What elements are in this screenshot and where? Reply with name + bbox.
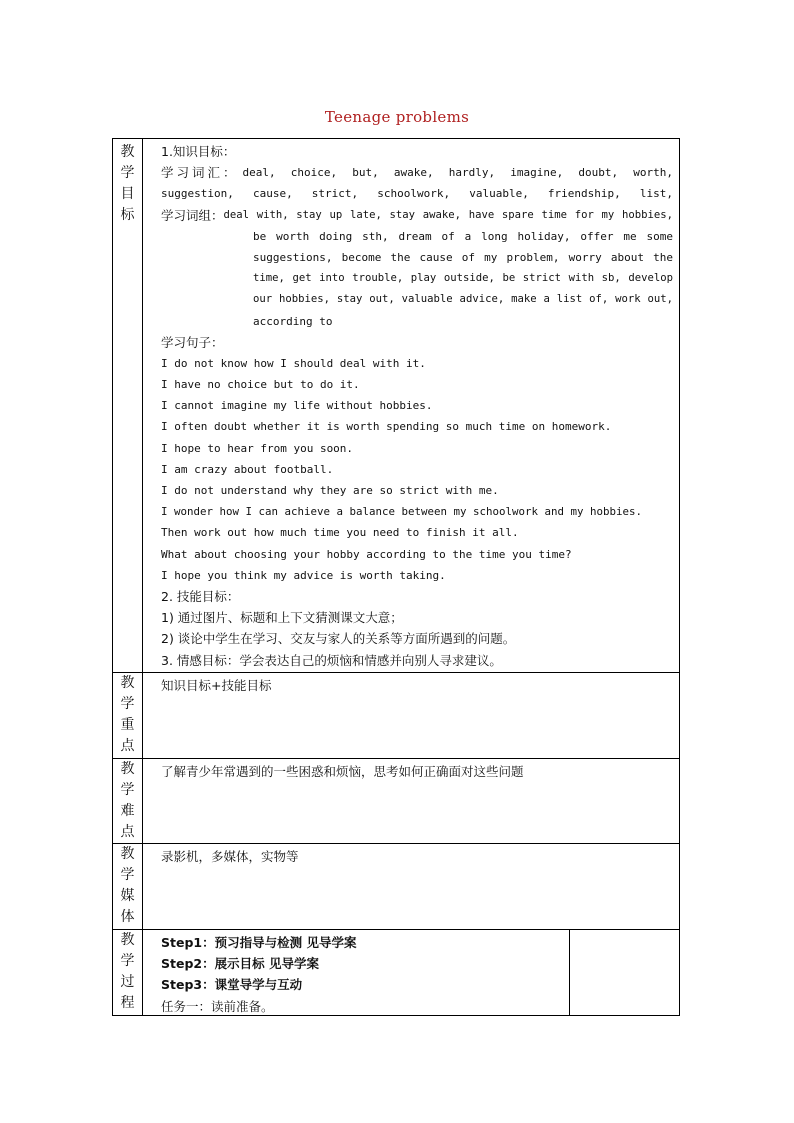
process-step-1: Step1：预习指导与检测 见导学案 xyxy=(161,935,357,950)
sentence-label: 学习句子： xyxy=(161,334,224,350)
row-label-key-points xyxy=(113,673,143,758)
row-teaching-objectives xyxy=(112,138,680,673)
difficulties-text: 了解青少年常遇到的一些困惑和烦恼，思考如何正确面对这些问题 xyxy=(161,764,524,779)
knowledge-heading: 1.知识目标： xyxy=(161,144,236,159)
key-points-text: 知识目标+技能目标 xyxy=(161,678,272,693)
sentence-line: I hope you think my advice is worth taking. xyxy=(161,568,446,582)
vocab-line-1 xyxy=(161,162,673,183)
row-label-difficulties xyxy=(113,759,143,843)
phrase-line-3: suggestions, become the cause of my problem, worry about the xyxy=(253,250,673,264)
row-key-points xyxy=(112,672,680,759)
page-title: Teenage problems xyxy=(324,108,470,126)
sentence-line: I hope to hear from you soon. xyxy=(161,441,354,455)
sentence-line: I do not understand why they are so strict with me. xyxy=(161,484,499,497)
skill-item-2: 2) 谈论中学生在学习、交友与家人的关系等方面所遇到的问题。 xyxy=(161,631,516,647)
label-char: 体 xyxy=(120,909,135,925)
objectives-content xyxy=(143,139,679,672)
label-char: 学 xyxy=(120,165,135,181)
row-label-process xyxy=(113,930,143,1015)
label-char: 教 xyxy=(120,932,135,948)
skill-item-1: 1) 通过图片、标题和上下文猜测课文大意； xyxy=(161,610,403,626)
media-content xyxy=(143,844,679,929)
label-char: 目 xyxy=(120,186,135,202)
sentence-line: Then work out how much time you need to finish it all. xyxy=(161,526,519,540)
label-char: 学 xyxy=(120,867,135,883)
label-char: 媒 xyxy=(120,888,135,904)
process-column-divider xyxy=(569,930,570,1015)
difficulties-content xyxy=(143,759,679,843)
row-media xyxy=(112,843,680,930)
label-char: 教 xyxy=(120,144,135,160)
process-task-1: 任务一：读前准备。 xyxy=(161,998,274,1014)
skill-heading: 2. 技能目标： xyxy=(161,588,240,604)
phrase-text-1: deal with, stay up late, stay awake, have spare time for my hobbies, xyxy=(223,208,673,221)
sentence-line: I cannot imagine my life without hobbies. xyxy=(161,399,433,413)
label-char: 学 xyxy=(120,696,135,712)
emotion-goal: 3. 情感目标：学会表达自己的烦恼和情感并向别人寻求建议。 xyxy=(161,652,502,668)
phrase-line-2: be worth doing sth, dream of a long holiday, offer me some xyxy=(253,229,673,243)
label-char: 教 xyxy=(120,846,135,862)
sentence-line: I do not know how I should deal with it. xyxy=(161,356,426,370)
sentence-line: I am crazy about football. xyxy=(161,462,334,476)
label-char: 程 xyxy=(120,995,135,1011)
vocab-text-1: deal, choice, but, awake, hardly, imagine, doubt, worth, xyxy=(242,166,673,180)
sentence-line: I often doubt whether it is worth spending so much time on homework. xyxy=(161,420,612,434)
process-content xyxy=(143,930,567,1015)
phrase-label: 学习词组： xyxy=(161,207,224,223)
label-char: 教 xyxy=(120,761,135,777)
phrase-line-4: time, get into trouble, play outside, be strict with sb, develop xyxy=(253,272,673,285)
label-char: 教 xyxy=(120,675,135,691)
row-label-objectives xyxy=(113,139,143,672)
row-label-media xyxy=(113,844,143,929)
row-process xyxy=(112,929,680,1016)
phrase-line-6: according to xyxy=(253,314,333,328)
key-points-content xyxy=(143,673,679,758)
vocab-label: 学习词汇： xyxy=(161,165,239,181)
phrase-line-1 xyxy=(161,205,673,226)
sentence-line: What about choosing your hobby according to the time you time? xyxy=(161,547,572,561)
label-char: 点 xyxy=(120,738,135,754)
phrase-line-5: our hobbies, stay out, valuable advice, make a list of, work out, xyxy=(253,293,673,306)
row-difficulties xyxy=(112,758,680,844)
label-char: 学 xyxy=(120,953,135,969)
process-step-2: Step2：展示目标 见导学案 xyxy=(161,956,319,972)
label-char: 过 xyxy=(120,974,135,990)
vocab-line-2: suggestion, cause, strict, schoolwork, valuable, friendship, list, xyxy=(161,187,673,201)
label-char: 学 xyxy=(120,782,135,798)
label-char: 标 xyxy=(120,207,135,223)
label-char: 点 xyxy=(120,824,135,840)
process-step-3: Step3：课堂导学与互动 xyxy=(161,977,303,993)
media-text: 录影机，多媒体，实物等 xyxy=(161,849,299,864)
label-char: 难 xyxy=(120,803,135,819)
sentence-line: I have no choice but to do it. xyxy=(161,378,360,392)
label-char: 重 xyxy=(120,717,135,733)
sentence-line: I wonder how I can achieve a balance between my schoolwork and my hobbies. xyxy=(161,505,643,519)
